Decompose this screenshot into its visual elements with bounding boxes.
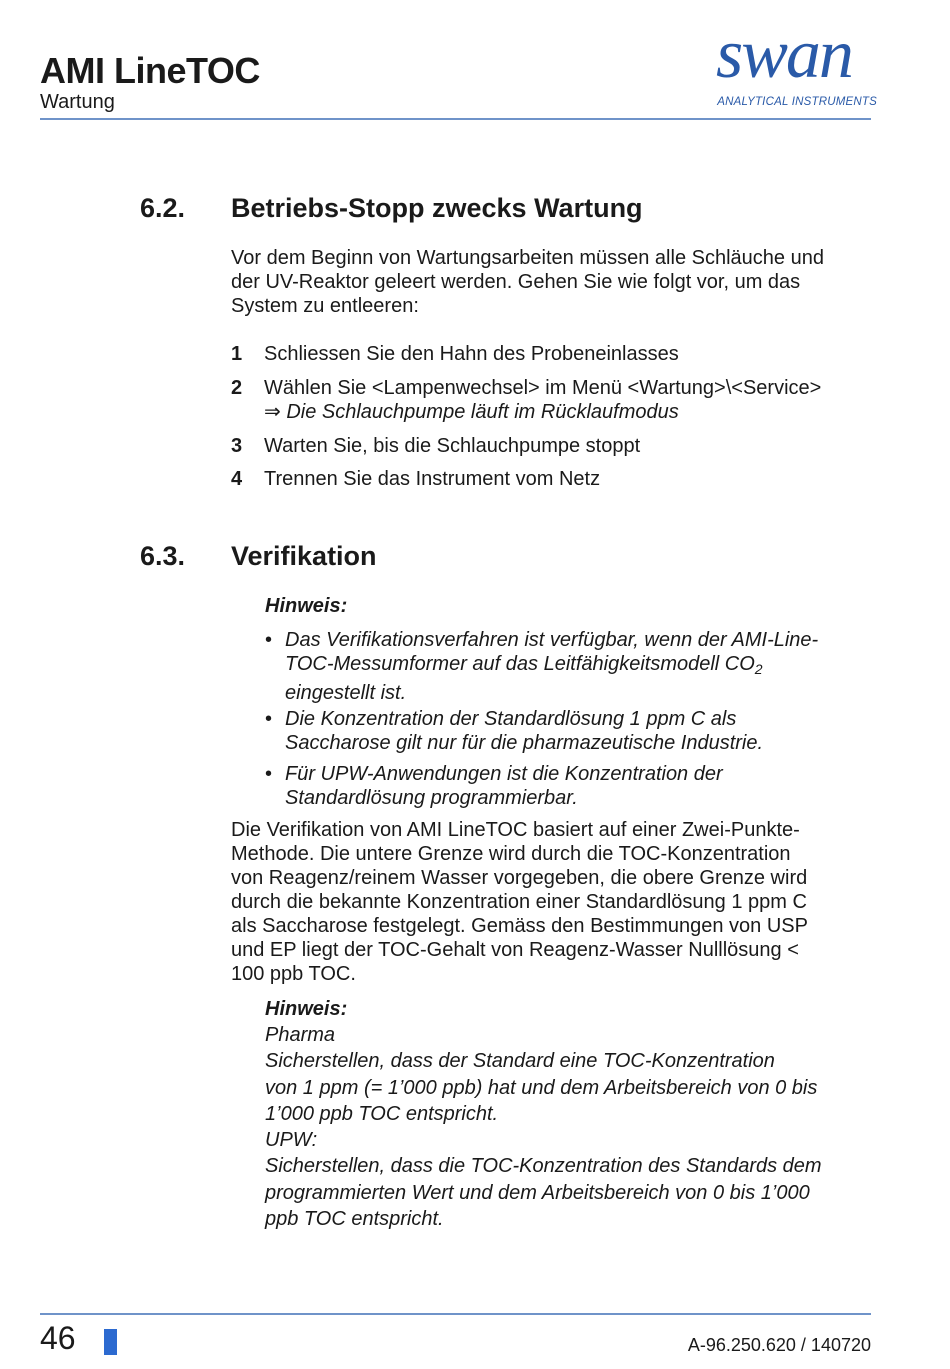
swan-logo [712,16,877,114]
bullet-line: Für UPW-Anwendungen ist die Konzentration der [285,763,723,785]
step-result-text: Die Schlauchpumpe läuft im Rücklaufmodus [286,401,679,423]
intro-line: Vor dem Beginn von Wartungsarbeiten müssen alle Schläuche und [231,247,824,269]
bullet-line: Saccharose gilt nur für die pharmazeutische Industrie. [285,732,764,754]
note-label: Hinweis: [265,998,348,1020]
body-line: durch die bekannte Konzentration einer Standardlösung 1 ppm C [231,891,807,913]
bullet-line: Die Konzentration der Standardlösung 1 ppm C als [285,708,737,730]
step-text: Schliessen Sie den Hahn des Probeneinlasses [264,343,679,365]
bullet-icon: • [265,708,273,730]
intro-line: der UV-Reaktor geleert werden. Gehen Sie wie folgt vor, um das [231,271,801,293]
page-number: 46 [40,1320,76,1356]
note-line: UPW: [265,1129,318,1152]
verification-paragraph [231,818,881,986]
section-number: 6.3. [140,541,186,571]
note-line: Sicherstellen, dass der Standard eine TOC-Konzentration [265,1050,775,1073]
document-reference: A-96.250.620 / 140720 [687,1335,871,1355]
step-text: Wählen Sie <Lampenwechsel> im Menü <Wartung>\<Service> [264,377,822,399]
step-number: 2 [231,377,243,399]
step-text: Trennen Sie das Instrument vom Netz [264,468,601,490]
footer-divider [40,1313,871,1315]
section-title: Betriebs-Stopp zwecks Wartung [231,193,643,223]
note-line: ppb TOC entspricht. [265,1208,444,1231]
step-text: Warten Sie, bis die Schlauchpumpe stoppt [264,435,641,457]
page-marker [104,1329,117,1355]
logo-tagline: ANALYTICAL INSTRUMENTS [717,96,877,108]
chapter-subtitle: Wartung [40,91,115,113]
step-number: 4 [231,468,243,490]
bullet-icon: • [265,629,273,651]
step-result [264,400,679,424]
section-number: 6.2. [140,193,186,223]
header-divider [40,118,871,120]
note-line: programmierten Wert und dem Arbeitsbereich von 0 bis 1’000 [265,1181,810,1204]
note-line: 1’000 ppb TOC entspricht. [265,1102,499,1125]
body-line: Die Verifikation von AMI LineTOC basiert auf einer Zwei-Punkte- [231,819,800,841]
bullet-line [285,652,875,681]
body-line: 100 ppb TOC. [231,963,356,985]
body-line: Methode. Die untere Grenze wird durch die TOC-Konzentration [231,843,791,865]
note-label: Hinweis: [265,595,348,617]
logo-word: swan [716,16,852,93]
bullet-text: TOC-Messumformer auf das Leitfähigkeitsmodell CO [285,653,755,675]
bullet-line: Standardlösung programmierbar. [285,787,578,809]
note-line: Sicherstellen, dass die TOC-Konzentration des Standards dem [265,1155,822,1178]
subscript: 2 [754,661,763,677]
body-line: und EP liegt der TOC-Gehalt von Reagenz-Wasser Nulllösung < [231,939,799,961]
document-title: AMI LineTOC [40,50,260,91]
body-line: von Reagenz/reinem Wasser vorgegeben, die obere Grenze wird [231,867,808,889]
note-line: Pharma [265,1024,336,1046]
bullet-line: eingestellt ist. [285,682,407,704]
step-number: 1 [231,343,243,365]
note-block [265,1022,875,1232]
bullet-icon: • [265,763,273,785]
bullet-line: Das Verifikationsverfahren ist verfügbar, wenn der AMI-Line- [285,629,819,651]
step-number: 3 [231,435,243,457]
body-line: als Saccharose festgelegt. Gemäss den Bestimmungen von USP [231,915,808,937]
result-arrow-icon: ⇒ [264,401,281,423]
intro-line: System zu entleeren: [231,295,419,317]
note-line: von 1 ppm (= 1’000 ppb) hat und dem Arbeitsbereich von 0 bis [265,1076,818,1099]
intro-paragraph [231,246,881,318]
section-title: Verifikation [231,541,377,571]
